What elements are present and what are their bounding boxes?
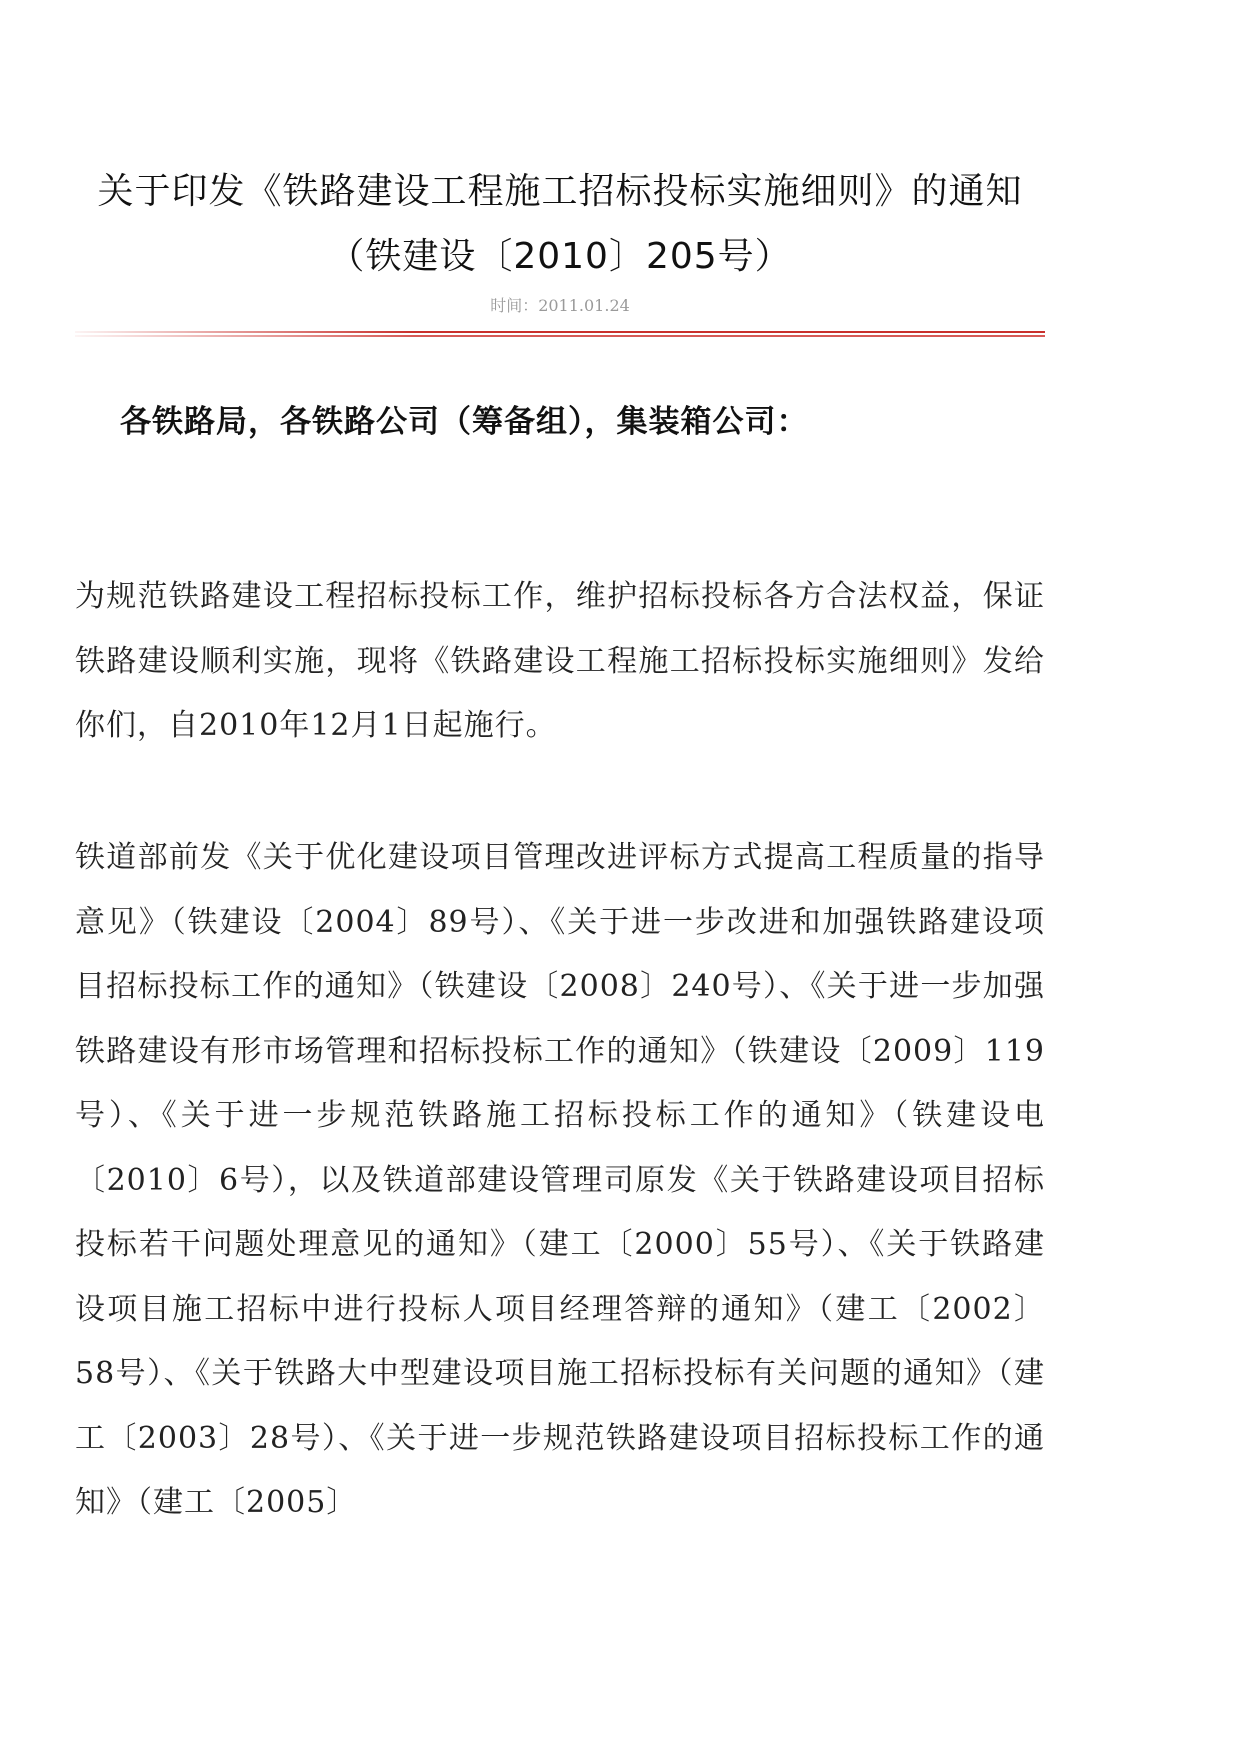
title-divider bbox=[75, 331, 1045, 337]
body-paragraph-1: 为规范铁路建设工程招标投标工作，维护招标投标各方合法权益，保证铁路建设顺利实施，现将《铁路建设工程施工招标投标实施细则》发给你们，自2010年12月1日起施行。 bbox=[75, 579, 1045, 743]
divider-line-top bbox=[75, 331, 1045, 333]
document-title: 关于印发《铁路建设工程施工招标投标实施细则》的通知 bbox=[97, 171, 1023, 212]
salutation: 各铁路局，各铁路公司（筹备组），集装箱公司： bbox=[120, 404, 809, 440]
body-paragraph-2: 铁道部前发《关于优化建设项目管理改进评标方式提高工程质量的指导意见》（铁建设〔2004〕89号）、《关于进一步改进和加强铁路建设项目招标投标工作的通知》（铁建设〔2008〕240号）、《关于进一步加强铁路建设有形市场管理和招标投标工作的通知》（铁建设〔2009〕119号）、《关于进一步规范铁路施工招标投标工作的通知》（铁建设电〔2010〕6号），以及铁道部建设管理司原发《关于铁路建设项目招标投标若干问题处理意见的通知》（建工〔2000〕55号）、《关于铁路建设项目施工招标中进行投标人项目经理答辩的通知》（建工〔2002〕58号）、《关于铁路大中型建设项目施工招标投标有关问题的通知》（建工〔2003〕28号）、《关于进一步规范铁路建设项目招标投标工作的通知》（建工〔2005〕 bbox=[75, 840, 1045, 1520]
document-number: （铁建设〔2010〕205号） bbox=[328, 236, 792, 277]
divider-line-bottom bbox=[75, 335, 1045, 337]
publish-date: 时间：2011.01.24 bbox=[490, 296, 630, 315]
